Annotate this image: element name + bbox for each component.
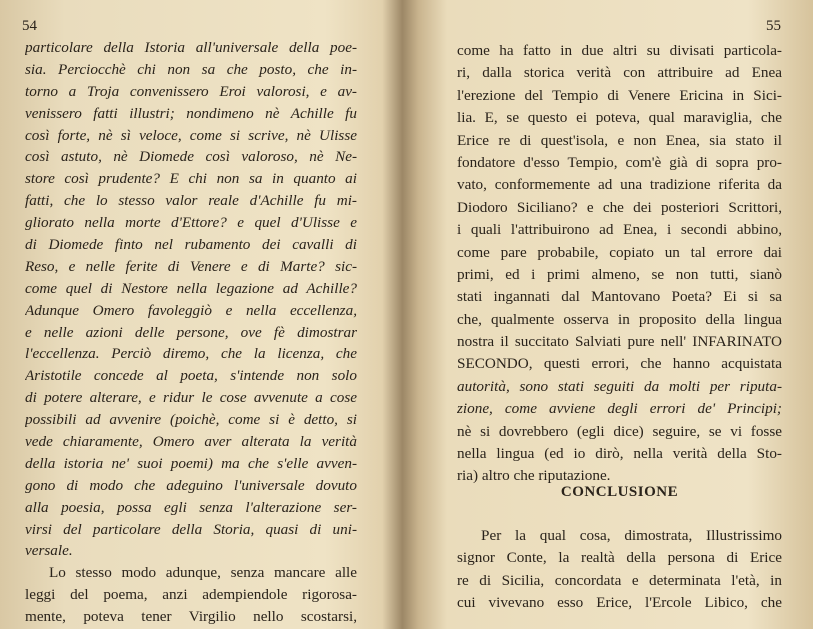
text-line: Per la qual cosa, dimostrata, Illustrissimo bbox=[481, 527, 782, 544]
text-line: della istoria ne' suoi poemi) ma che s'elle avven- bbox=[25, 454, 357, 472]
text-line: possibili ad avvenire (poichè, come si è detto, si bbox=[25, 411, 357, 429]
text-line: Lo stesso modo adunque, senza mancare alle bbox=[49, 564, 357, 582]
text-line: primi, ed i primi almeno, se non tutti, sianò bbox=[457, 265, 782, 283]
left-page-text bbox=[25, 37, 357, 628]
text-line: gliorato nella morte d'Ettore? e quel d'Ulisse e bbox=[25, 214, 357, 232]
text-line: nè si dovrebbero (egli dice) seguire, se vi fosse bbox=[457, 422, 782, 440]
page-number: 54 bbox=[22, 18, 37, 34]
text-line: autorità, sono stati seguiti da molti per riputa- bbox=[457, 377, 782, 395]
text-line: particolare della Istoria all'universale della poe- bbox=[25, 39, 357, 56]
text-line: alla poesia, possa egli senza l'alterazione ser- bbox=[25, 498, 357, 516]
text-line: stati ingannati dal Mantovano Poeta? Ei si sa bbox=[457, 288, 782, 306]
text-line: virsi del particolare della Storia, quasi di uni- bbox=[25, 520, 357, 538]
page-number: 55 bbox=[766, 18, 781, 34]
text-line: come quel di Nestore nella legazione ad Achille? bbox=[25, 279, 357, 297]
text-line: ria) altro che riputazione. bbox=[457, 467, 611, 485]
text-line: l'eccellenza. Perciò diremo, che la licenza, che bbox=[25, 345, 357, 363]
text-line: fatti, che lo stesso valor reale d'Achille fu mi- bbox=[25, 192, 357, 210]
text-line: nostra il succitato Salviati pure nell' INFARINATO bbox=[457, 333, 782, 351]
text-line: così forte, nè sì veloce, come si scrive, nè Ulisse bbox=[25, 126, 357, 144]
right-page-text bbox=[457, 40, 782, 488]
text-line: come pare probabile, copiato un tal errore dai bbox=[457, 243, 782, 261]
text-line: fondatore d'esso Tempio, com'è già di sopra pro- bbox=[457, 153, 782, 171]
text-line: di potere alterare, e ridur le cose avvenute a cose bbox=[25, 389, 357, 407]
text-line: Aristotile concede al poeta, s'intende non solo bbox=[25, 367, 357, 385]
left-page bbox=[0, 0, 398, 629]
text-line: mente, poteva tener Virgilio nello scostarsi, bbox=[25, 608, 357, 626]
text-line: re di Sicilia, concordata e determinata l'età, in bbox=[457, 571, 782, 589]
text-line: di Diomede finto nel rubamento dei cavalli di bbox=[25, 236, 357, 254]
text-line: versale. bbox=[25, 542, 73, 560]
text-line: e nelle azioni delle persone, ove fè dimostrar bbox=[25, 323, 357, 341]
text-line: store così prudente? E chi non sa in quanto ai bbox=[25, 170, 357, 188]
text-line: Erice re di quest'isola, e non Enea, sia stato il bbox=[457, 131, 782, 149]
text-line: sia. Perciocchè chi non sa che posto, che in- bbox=[25, 60, 357, 78]
text-line: signor Conte, la realtà della persona di Erice bbox=[457, 549, 782, 567]
text-line: nella lingua (ed io dirò, nella verità della Sto- bbox=[457, 445, 782, 463]
text-line: i quali l'attribuirono ad Enea, i secondi abbino, bbox=[457, 221, 782, 239]
text-line: l'erezione del Tempio di Venere Ericina in Sici- bbox=[457, 86, 782, 104]
text-line: vede chiaramente, Omero aver alterata la verità bbox=[25, 433, 357, 451]
text-line: Reso, e nelle ferite di Venere e di Marte? sic- bbox=[25, 257, 357, 275]
text-line: venissero fatti illustri; nondimeno nè Achille fu bbox=[25, 104, 357, 122]
section-heading: CONCLUSIONE bbox=[560, 484, 679, 500]
conclusion-text bbox=[457, 525, 782, 615]
text-line: zione, come avviene degli errori de' Principi; bbox=[457, 400, 782, 418]
text-line: Adunque Omero favoleggiò e nella eccellenza, bbox=[25, 301, 357, 319]
text-line: gono di modo che adeguino l'universale dovuto bbox=[25, 476, 357, 494]
text-line: che, qualmente osserva in proposito della lingua bbox=[457, 310, 782, 328]
text-line: vato, conformemente ad una tradizione riferita da bbox=[457, 176, 782, 194]
text-line: SECONDO, questi errori, che hanno acquistata bbox=[457, 355, 782, 373]
text-line: ri, dalla storica verità con attribuire ad Enea bbox=[457, 64, 782, 82]
text-line: come ha fatto in due altri su divisati particola- bbox=[457, 42, 782, 59]
text-line: cui vivevano esso Erice, l'Ercole Libico, che bbox=[457, 594, 782, 612]
text-line: Diodoro Siciliano? e che dei posteriori Scrittori, bbox=[457, 198, 782, 216]
text-line: lia. E, se questo ei poteva, qual maraviglia, che bbox=[457, 109, 782, 127]
text-line: leggi del poema, anzi adempiendole rigorosa- bbox=[25, 586, 357, 604]
right-page bbox=[402, 0, 813, 629]
text-line: così astuto, nè Diomede così valoroso, nè Ne- bbox=[25, 148, 357, 166]
text-line: torno a Troja convenissero Eroi valorosi, e av- bbox=[25, 82, 357, 100]
